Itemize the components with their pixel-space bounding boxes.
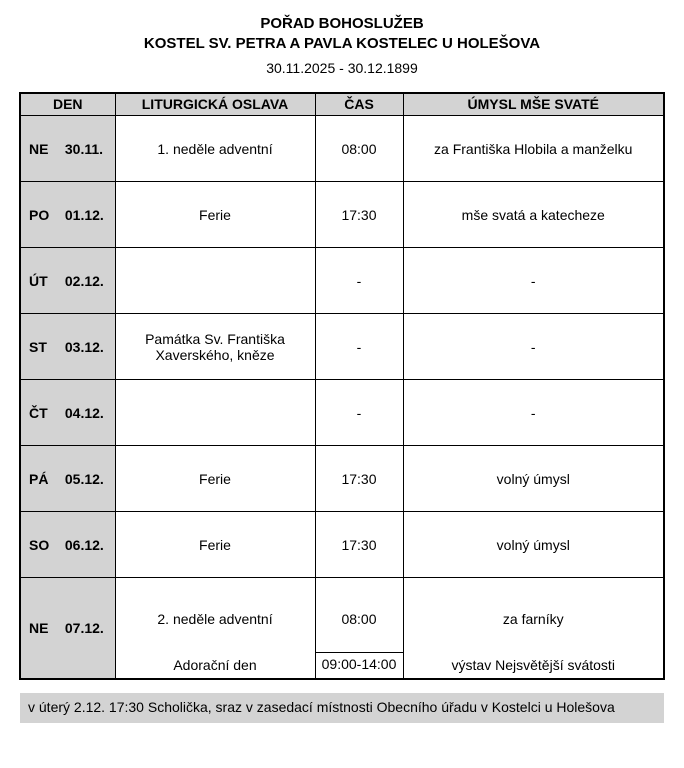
- page-title: POŘAD BOHOSLUŽEB: [260, 15, 424, 32]
- table-row: [20, 512, 664, 578]
- day-cell: [20, 512, 115, 578]
- day-cell: [20, 578, 115, 679]
- day-cell: [20, 248, 115, 314]
- table-row: [20, 248, 664, 314]
- celebration-cell: Ferie: [115, 446, 315, 512]
- day-date: 01.12.: [64, 206, 104, 223]
- day-date: 02.12.: [64, 272, 104, 289]
- table-row: [20, 182, 664, 248]
- intention-line-2: výstav Nejsvětější svátosti: [451, 657, 615, 674]
- col-header-umysl: ÚMYSL MŠE SVATÉ: [403, 93, 664, 116]
- day-abbrev: NE: [29, 140, 49, 157]
- day-date: 03.12.: [64, 338, 104, 355]
- celebration-cell: Ferie: [115, 182, 315, 248]
- time-cell: -: [315, 248, 403, 314]
- time-cell: 17:30: [315, 446, 403, 512]
- day-abbrev: ČT: [29, 404, 48, 421]
- day-cell: [20, 380, 115, 446]
- date-range: 30.11.2025 - 30.12.1899: [266, 59, 418, 76]
- table-row: [20, 116, 664, 182]
- day-date: 05.12.: [64, 470, 104, 487]
- schedule-table: [19, 92, 665, 680]
- day-abbrev: ST: [29, 338, 47, 355]
- time-cell: -: [315, 314, 403, 380]
- table-row: [20, 380, 664, 446]
- table-header-row: [20, 93, 664, 116]
- intention-cell: volný úmysl: [403, 446, 664, 512]
- day-cell: [20, 314, 115, 380]
- intention-cell: [403, 578, 664, 679]
- day-date: 30.11.: [64, 140, 104, 157]
- table-row: [20, 578, 664, 679]
- celebration-line-2: Adorační den: [173, 657, 257, 674]
- time-cell: 17:30: [315, 512, 403, 578]
- day-date: 06.12.: [64, 536, 104, 553]
- intention-line-1: za farníky: [502, 611, 564, 628]
- celebration-cell: 1. neděle adventní: [115, 116, 315, 182]
- day-cell: [20, 446, 115, 512]
- intention-cell: -: [403, 380, 664, 446]
- intention-cell: mše svatá a katecheze: [403, 182, 664, 248]
- col-header-cas: ČAS: [315, 93, 403, 116]
- intention-cell: za Františka Hlobila a manželku: [403, 116, 664, 182]
- celebration-cell: [115, 380, 315, 446]
- intention-cell: volný úmysl: [403, 512, 664, 578]
- page-header: [0, 0, 684, 76]
- celebration-line-1: 2. neděle adventní: [157, 611, 273, 628]
- col-header-den: DEN: [20, 93, 115, 116]
- day-abbrev: SO: [29, 536, 50, 553]
- col-header-oslava: LITURGICKÁ OSLAVA: [115, 93, 315, 116]
- intention-cell: -: [403, 314, 664, 380]
- time-line-2: 09:00-14:00: [316, 652, 403, 676]
- time-cell: 17:30: [315, 182, 403, 248]
- celebration-cell: [115, 248, 315, 314]
- celebration-cell: Ferie: [115, 512, 315, 578]
- table-row: [20, 446, 664, 512]
- day-abbrev: ÚT: [29, 272, 48, 289]
- celebration-cell: [115, 578, 315, 679]
- day-date: 04.12.: [64, 404, 104, 421]
- time-cell: 08:00: [315, 116, 403, 182]
- table-row: [20, 314, 664, 380]
- day-cell: [20, 116, 115, 182]
- day-date: 07.12.: [64, 619, 104, 636]
- footer-note: v úterý 2.12. 17:30 Scholička, sraz v zasedací místnosti Obecního úřadu v Kostelci u Holešova: [20, 693, 664, 723]
- time-cell: [315, 578, 403, 679]
- celebration-cell: Památka Sv. Františka Xaverského, kněze: [115, 314, 315, 380]
- day-abbrev: PO: [29, 206, 50, 223]
- intention-cell: -: [403, 248, 664, 314]
- page-subtitle: KOSTEL SV. PETRA A PAVLA KOSTELEC U HOLEŠOVA: [143, 35, 541, 53]
- day-abbrev: NE: [29, 619, 49, 636]
- day-cell: [20, 182, 115, 248]
- day-abbrev: PÁ: [29, 470, 49, 487]
- time-cell: -: [315, 380, 403, 446]
- time-line-1: 08:00: [341, 611, 377, 628]
